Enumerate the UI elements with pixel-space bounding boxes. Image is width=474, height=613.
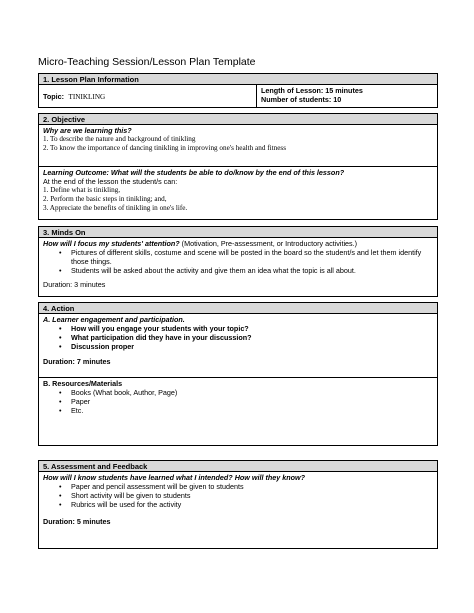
minds-on-section [38, 226, 438, 297]
assessment-question: How will I know students have learned what I intended? How will they know? [43, 473, 305, 482]
resources-row [39, 378, 437, 445]
resources-label: B. Resources/Materials [43, 379, 123, 388]
section-header: 3. Minds On [39, 227, 437, 238]
engagement-row [39, 314, 437, 378]
length-of-lesson: Length of Lesson: 15 minutes [261, 86, 363, 95]
list-item: • Books (What book, Author, Page) [71, 388, 433, 397]
resources-list [43, 388, 433, 415]
list-item: • Paper [71, 397, 433, 406]
outcome-item: 2. Perform the basic steps in tinikling; and, [43, 195, 167, 203]
why-item: 1. To describe the nature and background of tinikling [43, 135, 196, 143]
why-question: Why are we learning this? [43, 126, 132, 135]
section-header: 1. Lesson Plan Information [39, 74, 437, 85]
topic-value: TINIKLING [68, 93, 106, 101]
section-header: 4. Action [39, 303, 437, 314]
list-item: • Pictures of different skills, costume and scene will be posted in the board so the student/s and let them identify those things. [71, 248, 433, 266]
section-header: 5. Assessment and Feedback [39, 461, 437, 472]
list-item: • Short activity will be given to students [71, 491, 433, 500]
minds-on-row [39, 238, 437, 296]
engagement-list [43, 324, 433, 351]
list-item: • Paper and pencil assessment will be given to students [71, 482, 433, 491]
list-item: • What participation did they have in your discussion? [71, 333, 433, 342]
number-of-students: Number of students: 10 [261, 95, 342, 104]
outcome-intro: At the end of the lesson the student/s can: [43, 177, 178, 186]
outcome-item: 1. Define what is tinikling, [43, 186, 121, 194]
outcome-question: Learning Outcome: What will the students be able to do/know by the end of this lesson? [43, 168, 345, 177]
minds-on-list [43, 248, 433, 275]
assessment-row [39, 472, 437, 548]
why-item: 2. To know the importance of dancing tinikling in improving one's health and fitness [43, 144, 286, 152]
action-section [38, 302, 438, 446]
section-header: 2. Objective [39, 114, 437, 125]
duration: Duration: 5 minutes [43, 517, 111, 526]
topic-label: Topic: [43, 92, 65, 101]
duration: Duration: 3 minutes [43, 280, 106, 289]
engagement-question: A. Learner engagement and participation. [43, 315, 185, 324]
list-item: • Students will be asked about the activity and give them an idea what the topic is all about. [71, 266, 433, 275]
document-title: Micro-Teaching Session/Lesson Plan Template [38, 56, 256, 68]
assessment-section [38, 460, 438, 549]
list-item: • Discussion proper [71, 342, 433, 351]
lesson-info-section [38, 73, 438, 108]
list-item: • Rubrics will be used for the activity [71, 500, 433, 509]
duration: Duration: 7 minutes [43, 357, 111, 366]
focus-question: How will I focus my students' attention? [43, 239, 180, 248]
topic-cell [39, 85, 257, 107]
learning-outcome-row [39, 167, 437, 219]
why-learning-row [39, 125, 437, 167]
focus-note: (Motivation, Pre-assessment, or Introductory activities.) [179, 239, 358, 248]
outcome-item: 3. Appreciate the benefits of tinikling in one's life. [43, 204, 188, 212]
length-cell [257, 85, 437, 107]
list-item: • Etc. [71, 406, 433, 415]
objective-section [38, 113, 438, 220]
assessment-list [43, 482, 433, 509]
list-item: • How will you engage your students with your topic? [71, 324, 433, 333]
